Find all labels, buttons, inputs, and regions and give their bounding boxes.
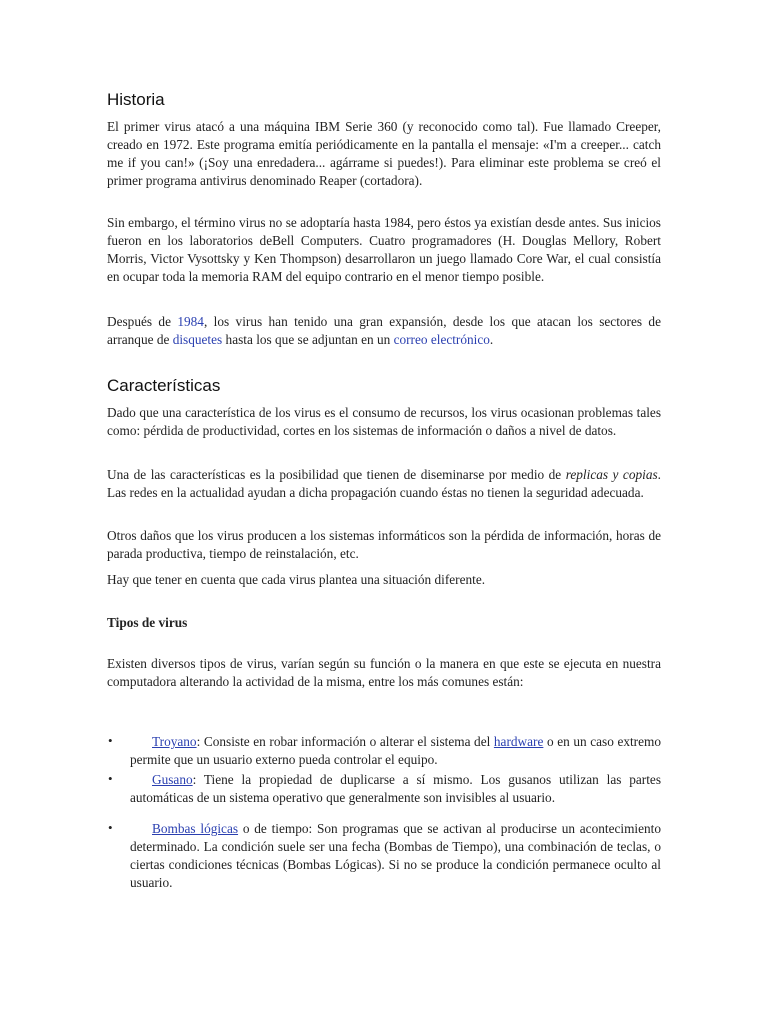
- text-segment: Una de las características es la posibilidad que tienen de diseminarse por medio de: [107, 467, 566, 482]
- caracteristicas-paragraph-1: Dado que una característica de los virus es el consumo de recursos, los virus ocasionan problemas tales como: pérdida de productividad, cortes en los sistemas de información o daños a nivel de datos.: [107, 405, 661, 438]
- text-segment: . Las redes en la actualidad ayudan a dicha propagación cuando éstas no tienen la seguridad adecuada.: [107, 467, 661, 500]
- text-segment: , los virus han tenido una gran expansión, desde los que atacan los sectores de arranque de: [107, 314, 661, 347]
- list-item-text: [130, 820, 661, 892]
- text-segment: hasta los que se adjuntan en un: [222, 332, 394, 347]
- bullet-icon: •: [108, 820, 113, 835]
- text-segment: Después de: [107, 314, 178, 329]
- link-correo-electronico[interactable]: correo electrónico: [393, 332, 490, 347]
- text-segment: : Tiene la propiedad de duplicarse a sí mismo. Los gusanos utilizan las partes automáticas de un sistema operativo que generalmente son invisibles al usuario.: [130, 772, 661, 805]
- historia-paragraph-1: El primer virus atacó a una máquina IBM Serie 360 (y reconocido como tal). Fue llamado Creeper, creado en 1972. Este programa emitía periódicamente en la pantalla el mensaje: «I'm a creeper... catch me if you can!» (¡Soy una enredadera... agárrame si puedes!). Para eliminar este problema se creó el primer programa antivirus denominado Reaper (cortadora).: [107, 119, 661, 188]
- caracteristicas-paragraph-4: Hay que tener en cuenta que cada virus plantea una situación diferente.: [107, 572, 486, 587]
- caracteristicas-paragraph-3: Otros daños que los virus producen a los sistemas informáticos son la pérdida de información, horas de parada productiva, tiempo de reinstalación, etc.: [107, 528, 661, 561]
- caracteristicas-paragraph-2: [107, 466, 661, 502]
- link-disquetes[interactable]: disquetes: [172, 332, 223, 347]
- emphasis-text: replicas y copias: [565, 467, 658, 482]
- text-segment: .: [489, 332, 494, 347]
- link-hardware[interactable]: hardware: [493, 734, 544, 749]
- heading-historia: Historia: [107, 90, 165, 109]
- bullet-icon: •: [108, 733, 113, 748]
- link-1984[interactable]: 1984: [177, 314, 204, 329]
- historia-paragraph-2: Sin embargo, el término virus no se adoptaría hasta 1984, pero éstos ya existían desde antes. Sus inicios fueron en los laboratorios deBell Computers. Cuatro programadores (H. Douglas Mellory, Robert Morris, Victor Vysottsky y Ken Thompson) desarrollaron un juego llamado Core War, el cual consistía en ocupar toda la memoria RAM del equipo contrario en el menor tiempo posible.: [107, 215, 661, 284]
- text-segment: o de tiempo: Son programas que se activan al producirse un acontecimiento determinado. La condición suele ser una fecha (Bombas de Tiempo), una combinación de teclas, o ciertas condiciones técnicas (Bombas Lógicas). Si no se produce la condición permanece oculto al usuario.: [130, 821, 662, 890]
- heading-tipos-de-virus: Tipos de virus: [107, 615, 188, 630]
- list-item-text: [130, 733, 661, 769]
- text-segment: o en un caso extremo permite que un usuario externo pueda controlar el equipo.: [130, 734, 662, 767]
- tipos-intro: Existen diversos tipos de virus, varían según su función o la manera en que este se ejecuta en nuestra computadora alterando la actividad de la misma, entre los más comunes están:: [107, 656, 661, 689]
- link-bombas-logicas[interactable]: Bombas lógicas: [152, 821, 239, 836]
- text-segment: : Consiste en robar información o alterar el sistema del: [196, 734, 494, 749]
- heading-caracteristicas: Características: [107, 376, 221, 395]
- link-troyano[interactable]: Troyano: [152, 734, 197, 749]
- historia-paragraph-3: [107, 313, 661, 349]
- link-gusano[interactable]: Gusano: [152, 772, 193, 787]
- bullet-icon: •: [108, 771, 113, 786]
- list-item-text: [130, 771, 661, 807]
